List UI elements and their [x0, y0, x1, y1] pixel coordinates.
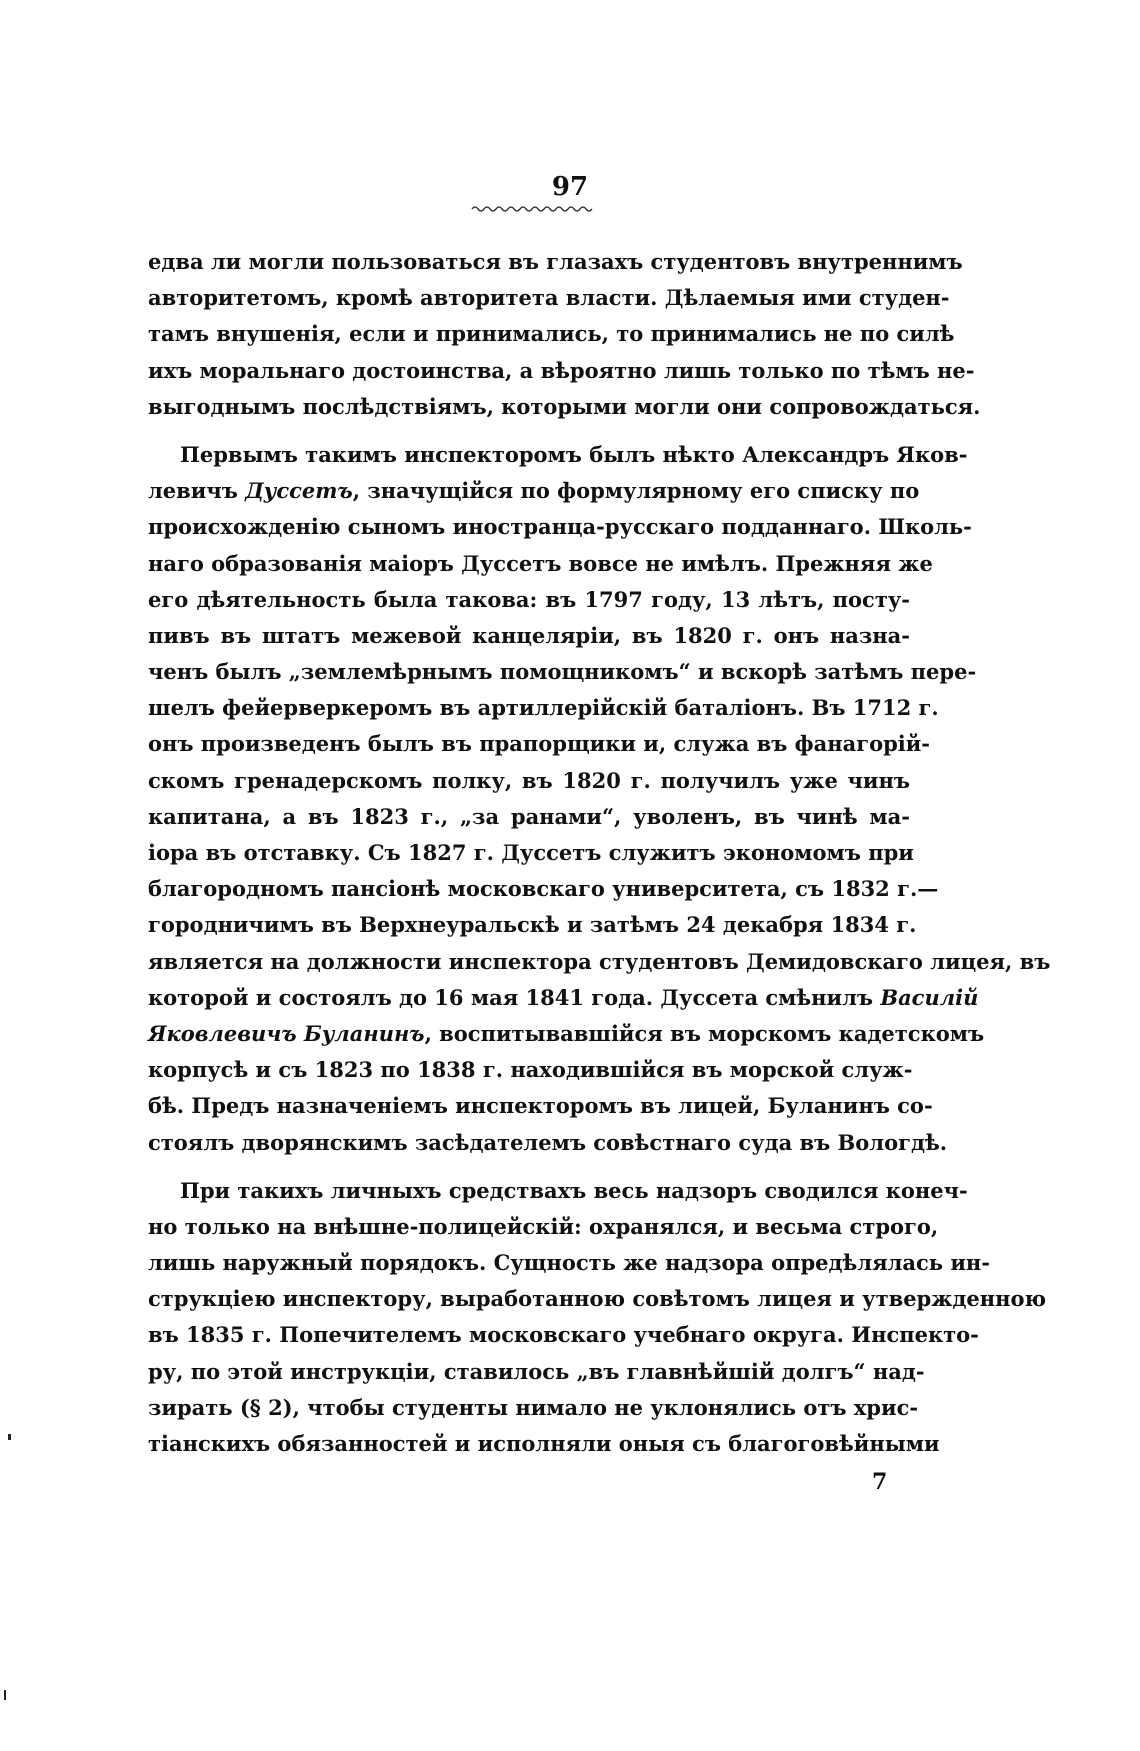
- text-line: струкціею инспектору, выработанною совѣтомъ лицея и утвержденною: [148, 1286, 1047, 1312]
- text-line: едва ли могли пользоваться въ глазахъ студентовъ внутреннимъ: [148, 249, 963, 274]
- body-text: [148, 244, 1051, 1462]
- text-line: ихъ моральнаго достоинства, а вѣроятно лишь только по тѣмъ не-: [148, 357, 975, 383]
- text-line: онъ произведенъ былъ въ прапорщики и, служа въ фанагорій-: [148, 731, 931, 757]
- text-line: авторитетомъ, кромѣ авторитета власти. Дѣлаемыя ими студен-: [148, 285, 950, 311]
- text-line: зирать (§ 2), чтобы студенты нимало не уклонялись отъ хрис-: [148, 1394, 919, 1420]
- text-line: пивъ въ штатъ межевой канцеляріи, въ 1820 г. онъ назна-: [148, 622, 910, 648]
- text-line: происхожденію сыномъ иностранца-русскаго подданнаго. Школь-: [148, 514, 972, 540]
- text-line: іора въ отставку. Съ 1827 г. Дуссетъ служитъ экономомъ при: [148, 840, 914, 865]
- text-line: тіанскихъ обязанностей и исполняли оныя съ благоговѣйными: [148, 1431, 940, 1456]
- text-line: шелъ фейерверкеромъ въ артиллерійскій баталіонъ. Въ 1712 г.: [148, 695, 939, 721]
- paragraph: [148, 437, 1051, 1161]
- text-line: ченъ былъ „землемѣрнымъ помощникомъ“ и вскорѣ затѣмъ пере-: [148, 659, 977, 685]
- text-line: его дѣятельность была такова: въ 1797 году, 13 лѣтъ, посту-: [148, 586, 910, 612]
- text-line: которой и состоялъ до 16 мая 1841 года. Дуссета смѣнилъ Василій: [148, 984, 979, 1010]
- paragraph: [148, 244, 981, 425]
- text-line: ру, по этой инструкціи, ставилось „въ главнѣйшій долгъ“ над-: [148, 1358, 925, 1384]
- scan-speck: [8, 1434, 11, 1440]
- text-line: Яковлевичъ Буланинъ, воспитывавшійся въ морскомъ кадетскомъ: [148, 1020, 985, 1046]
- text-line: городничимъ въ Верхнеуральскѣ и затѣмъ 24 декабря 1834 г.: [148, 912, 917, 938]
- text-line: выгоднымъ послѣдствіямъ, которыми могли они сопровождаться.: [148, 393, 981, 419]
- text-line: стоялъ дворянскимъ засѣдателемъ совѣстнаго суда въ Вологдѣ.: [148, 1129, 948, 1155]
- scan-speck: [4, 1690, 6, 1700]
- page-number-rule: [472, 204, 592, 214]
- text-line: благородномъ пансіонѣ московскаго университета, съ 1832 г.—: [148, 876, 939, 902]
- text-line: Первымъ такимъ инспекторомъ былъ нѣкто Александръ Яков-: [180, 441, 968, 467]
- text-line: наго образованія маіоръ Дуссетъ вовсе не имѣлъ. Прежняя же: [148, 550, 933, 576]
- text-line: бѣ. Предъ назначеніемъ инспекторомъ въ лицей, Буланинъ со-: [148, 1093, 933, 1119]
- text-line: но только на внѣшне-полицейскій: охранялся, и весьма строго,: [148, 1213, 939, 1239]
- paragraph: [148, 1173, 1047, 1463]
- text-line: въ 1835 г. Попечителемъ московскаго учебнаго округа. Инспекто-: [148, 1322, 979, 1348]
- text-line: При такихъ личныхъ средствахъ весь надзоръ сводился конеч-: [180, 1177, 968, 1203]
- text-line: капитана, а въ 1823 г., „за ранами“, уволенъ, въ чинѣ ма-: [148, 803, 910, 829]
- text-line: является на должности инспектора студентовъ Демидовскаго лицея, въ: [148, 948, 1051, 974]
- page-number: 97: [551, 172, 589, 202]
- text-line: лишь наружный порядокъ. Сущность же надзора опредѣлялась ин-: [148, 1250, 991, 1276]
- signature-mark: 7: [872, 1469, 888, 1495]
- text-line: тамъ внушенія, если и принимались, то принимались не по силѣ: [148, 321, 955, 347]
- text-line: скомъ гренадерскомъ полку, въ 1820 г. получилъ уже чинъ: [148, 767, 910, 793]
- text-line: левичъ Дуссетъ, значущійся по формулярному его списку по: [148, 478, 920, 504]
- text-line: корпусѣ и съ 1823 по 1838 г. находившійся въ морской служ-: [148, 1057, 913, 1083]
